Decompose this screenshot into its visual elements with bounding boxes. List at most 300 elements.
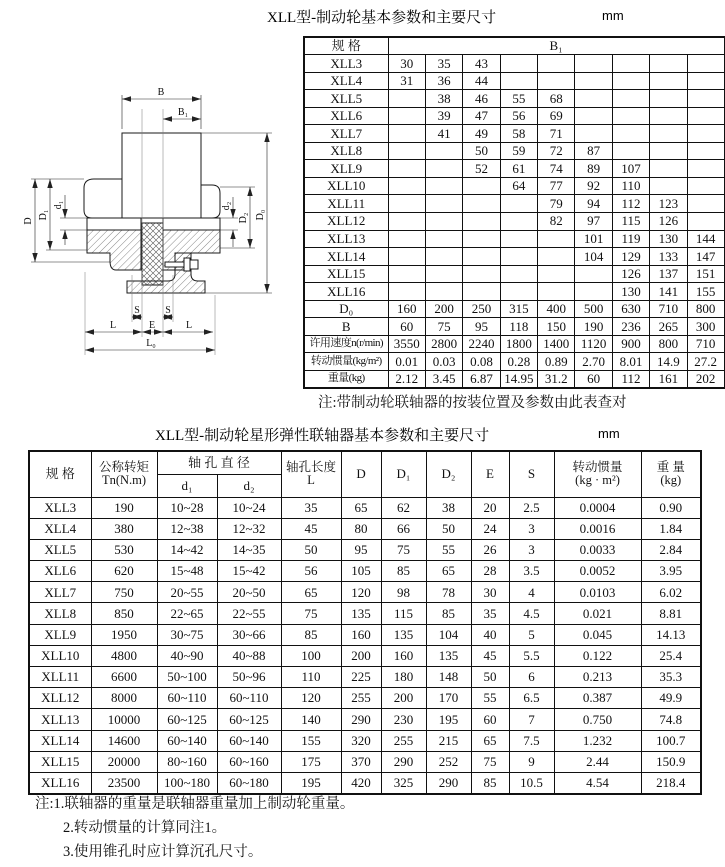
value-cell: 12~38 bbox=[157, 518, 217, 539]
b1-value-cell bbox=[538, 230, 575, 248]
param-value-cell: 0.01 bbox=[388, 353, 425, 371]
hdr-bore-length-line1: 轴孔长度 bbox=[286, 460, 337, 475]
value-cell: 35 bbox=[471, 603, 509, 624]
value-cell: 35.3 bbox=[641, 667, 701, 688]
value-cell: 75 bbox=[381, 539, 426, 560]
hdr-D2: D₂ bbox=[426, 451, 471, 497]
value-cell: 120 bbox=[341, 582, 381, 603]
b1-value-cell: 61 bbox=[500, 160, 537, 178]
param-value-cell: 3.45 bbox=[425, 370, 462, 388]
param-value-cell: 900 bbox=[612, 335, 649, 353]
b1-value-cell bbox=[500, 265, 537, 283]
brake-b1-header: B₁ bbox=[388, 37, 725, 55]
b1-value-cell: 43 bbox=[463, 55, 500, 73]
note-line-2: 2.转动惯量的计算同注1。 bbox=[63, 820, 227, 836]
value-cell: 98 bbox=[381, 582, 426, 603]
b1-value-cell bbox=[463, 212, 500, 230]
value-cell: 175 bbox=[281, 751, 341, 772]
spec-cell: XLL6 bbox=[29, 561, 91, 582]
spec-cell: XLL5 bbox=[304, 90, 388, 108]
hdr-spec: 规 格 bbox=[29, 451, 91, 497]
param-value-cell: 1120 bbox=[575, 335, 612, 353]
b1-value-cell: 36 bbox=[425, 72, 462, 90]
b1-value-cell: 147 bbox=[687, 248, 724, 266]
param-value-cell: 2.70 bbox=[575, 353, 612, 371]
param-label-cell: D₀ bbox=[304, 300, 388, 318]
b1-value-cell bbox=[612, 55, 649, 73]
value-cell: 55 bbox=[426, 539, 471, 560]
value-cell: 135 bbox=[381, 624, 426, 645]
spec-cell: XLL4 bbox=[304, 72, 388, 90]
b1-value-cell bbox=[388, 90, 425, 108]
value-cell: 75 bbox=[281, 603, 341, 624]
b1-value-cell: 133 bbox=[650, 248, 687, 266]
b1-value-cell: 55 bbox=[500, 90, 537, 108]
value-cell: 78 bbox=[426, 582, 471, 603]
b1-value-cell bbox=[687, 125, 724, 143]
table-row bbox=[304, 125, 725, 143]
hdr-torque bbox=[91, 451, 157, 497]
value-cell: 150.9 bbox=[641, 751, 701, 772]
bolt-nut bbox=[190, 260, 198, 269]
value-cell: 0.021 bbox=[554, 603, 641, 624]
value-cell: 60~160 bbox=[217, 751, 281, 772]
spec-cell: XLL6 bbox=[304, 107, 388, 125]
table-row bbox=[304, 318, 725, 336]
b1-value-cell bbox=[425, 212, 462, 230]
b1-value-cell bbox=[463, 283, 500, 301]
table-row bbox=[304, 160, 725, 178]
b1-value-cell bbox=[500, 230, 537, 248]
brake-spec-header: 规 格 bbox=[304, 37, 388, 55]
table-row bbox=[29, 688, 701, 709]
value-cell: 50~96 bbox=[217, 667, 281, 688]
b1-value-cell: 107 bbox=[612, 160, 649, 178]
value-cell: 100 bbox=[281, 645, 341, 666]
value-cell: 620 bbox=[91, 561, 157, 582]
b1-value-cell: 56 bbox=[500, 107, 537, 125]
dim-label-B1: B₁ bbox=[177, 107, 189, 118]
value-cell: 85 bbox=[281, 624, 341, 645]
b1-value-cell bbox=[388, 265, 425, 283]
b1-value-cell bbox=[687, 90, 724, 108]
param-value-cell: 31.2 bbox=[538, 370, 575, 388]
b1-value-cell bbox=[575, 90, 612, 108]
value-cell: 3.95 bbox=[641, 561, 701, 582]
param-value-cell: 190 bbox=[575, 318, 612, 336]
value-cell: 60~125 bbox=[217, 709, 281, 730]
b1-value-cell bbox=[612, 72, 649, 90]
note-line-3: 3.使用锥孔时应计算沉孔尺寸。 bbox=[63, 844, 263, 860]
value-cell: 252 bbox=[426, 751, 471, 772]
b1-value-cell bbox=[500, 55, 537, 73]
b1-value-cell: 77 bbox=[538, 177, 575, 195]
b1-value-cell bbox=[650, 142, 687, 160]
b1-value-cell: 155 bbox=[687, 283, 724, 301]
value-cell: 230 bbox=[381, 709, 426, 730]
value-cell: 0.045 bbox=[554, 624, 641, 645]
value-cell: 15~42 bbox=[217, 561, 281, 582]
bolt-head bbox=[184, 258, 190, 271]
b1-value-cell bbox=[687, 195, 724, 213]
b1-value-cell: 30 bbox=[388, 55, 425, 73]
param-value-cell: 200 bbox=[425, 300, 462, 318]
b1-value-cell: 47 bbox=[463, 107, 500, 125]
b1-value-cell: 92 bbox=[575, 177, 612, 195]
b1-value-cell bbox=[388, 107, 425, 125]
value-cell: 850 bbox=[91, 603, 157, 624]
coupling-table-title: XLL型-制动轮星形弹性联轴器基本参数和主要尺寸 bbox=[155, 428, 490, 444]
value-cell: 104 bbox=[426, 624, 471, 645]
value-cell: 49.9 bbox=[641, 688, 701, 709]
value-cell: 65 bbox=[281, 582, 341, 603]
spec-cell: XLL5 bbox=[29, 539, 91, 560]
value-cell: 66 bbox=[381, 518, 426, 539]
value-cell: 255 bbox=[381, 730, 426, 751]
b1-value-cell bbox=[650, 72, 687, 90]
table-row bbox=[304, 142, 725, 160]
value-cell: 40~88 bbox=[217, 645, 281, 666]
param-value-cell: 0.89 bbox=[538, 353, 575, 371]
b1-value-cell bbox=[463, 265, 500, 283]
b1-value-cell bbox=[575, 107, 612, 125]
value-cell: 120 bbox=[281, 688, 341, 709]
param-value-cell: 75 bbox=[425, 318, 462, 336]
value-cell: 195 bbox=[281, 772, 341, 793]
b1-value-cell bbox=[425, 283, 462, 301]
value-cell: 5 bbox=[509, 624, 554, 645]
table-row bbox=[304, 265, 725, 283]
value-cell: 40 bbox=[471, 624, 509, 645]
value-cell: 56 bbox=[281, 561, 341, 582]
value-cell: 1.232 bbox=[554, 730, 641, 751]
b1-value-cell bbox=[500, 248, 537, 266]
value-cell: 28 bbox=[471, 561, 509, 582]
b1-value-cell bbox=[650, 177, 687, 195]
value-cell: 4.54 bbox=[554, 772, 641, 793]
coupling-table-notes bbox=[35, 792, 354, 864]
b1-value-cell: 151 bbox=[687, 265, 724, 283]
brake-table-title: XLL型-制动轮基本参数和主要尺寸 bbox=[267, 10, 497, 26]
b1-value-cell: 137 bbox=[650, 265, 687, 283]
value-cell: 2.84 bbox=[641, 539, 701, 560]
value-cell: 24 bbox=[471, 518, 509, 539]
value-cell: 155 bbox=[281, 730, 341, 751]
param-value-cell: 2240 bbox=[463, 335, 500, 353]
spec-cell: XLL10 bbox=[304, 177, 388, 195]
value-cell: 218.4 bbox=[641, 772, 701, 793]
b1-value-cell: 46 bbox=[463, 90, 500, 108]
value-cell: 45 bbox=[281, 518, 341, 539]
value-cell: 60~125 bbox=[157, 709, 217, 730]
table-row bbox=[29, 730, 701, 751]
b1-value-cell: 58 bbox=[500, 125, 537, 143]
value-cell: 5.5 bbox=[509, 645, 554, 666]
value-cell: 80~160 bbox=[157, 751, 217, 772]
b1-value-cell bbox=[687, 142, 724, 160]
value-cell: 105 bbox=[341, 561, 381, 582]
hdr-bore-length-line2: L bbox=[307, 473, 315, 488]
param-value-cell: 800 bbox=[687, 300, 724, 318]
value-cell: 15~48 bbox=[157, 561, 217, 582]
hdr-inertia-line1: 转动惯量 bbox=[572, 460, 623, 475]
b1-value-cell bbox=[650, 160, 687, 178]
b1-value-cell: 89 bbox=[575, 160, 612, 178]
dim-label-D2: D₂ bbox=[238, 212, 249, 224]
b1-value-cell: 126 bbox=[612, 265, 649, 283]
hdr-S: S bbox=[509, 451, 554, 497]
value-cell: 135 bbox=[426, 645, 471, 666]
b1-value-cell bbox=[612, 125, 649, 143]
value-cell: 14~42 bbox=[157, 539, 217, 560]
value-cell: 195 bbox=[426, 709, 471, 730]
value-cell: 20 bbox=[471, 497, 509, 518]
hdr-bore-length bbox=[281, 451, 341, 497]
spec-cell: XLL7 bbox=[29, 582, 91, 603]
coupling-section-drawing bbox=[15, 75, 305, 405]
value-cell: 62 bbox=[381, 497, 426, 518]
hdr-torque-line1: 公称转矩 bbox=[98, 460, 149, 475]
value-cell: 26 bbox=[471, 539, 509, 560]
value-cell: 200 bbox=[341, 645, 381, 666]
b1-value-cell: 31 bbox=[388, 72, 425, 90]
spec-cell: XLL8 bbox=[304, 142, 388, 160]
value-cell: 0.0016 bbox=[554, 518, 641, 539]
param-value-cell: 710 bbox=[650, 300, 687, 318]
b1-value-cell: 130 bbox=[612, 283, 649, 301]
value-cell: 50 bbox=[426, 518, 471, 539]
value-cell: 170 bbox=[426, 688, 471, 709]
b1-value-cell: 52 bbox=[463, 160, 500, 178]
param-value-cell: 95 bbox=[463, 318, 500, 336]
b1-value-cell bbox=[463, 177, 500, 195]
b1-value-cell bbox=[650, 90, 687, 108]
dim-label-L-left: L bbox=[109, 320, 117, 331]
table-row bbox=[29, 518, 701, 539]
b1-value-cell: 74 bbox=[538, 160, 575, 178]
param-label-cell: 许用速度n(r/min) bbox=[304, 335, 388, 353]
param-label-cell: 重量(kg) bbox=[304, 370, 388, 388]
coupling-table bbox=[28, 450, 702, 795]
value-cell: 1.84 bbox=[641, 518, 701, 539]
table-row bbox=[29, 667, 701, 688]
param-value-cell: 8.01 bbox=[612, 353, 649, 371]
value-cell: 190 bbox=[91, 497, 157, 518]
dim-label-L0: L₀ bbox=[146, 338, 156, 349]
value-cell: 6 bbox=[509, 667, 554, 688]
bolt-shaft bbox=[165, 262, 184, 267]
table-row bbox=[29, 772, 701, 793]
value-cell: 750 bbox=[91, 582, 157, 603]
b1-value-cell bbox=[650, 125, 687, 143]
table-row bbox=[304, 212, 725, 230]
value-cell: 60~110 bbox=[217, 688, 281, 709]
spec-cell: XLL4 bbox=[29, 518, 91, 539]
value-cell: 148 bbox=[426, 667, 471, 688]
value-cell: 50 bbox=[281, 539, 341, 560]
value-cell: 225 bbox=[341, 667, 381, 688]
value-cell: 0.0004 bbox=[554, 497, 641, 518]
value-cell: 215 bbox=[426, 730, 471, 751]
value-cell: 65 bbox=[341, 497, 381, 518]
param-value-cell: 250 bbox=[463, 300, 500, 318]
brake-table-unit: mm bbox=[602, 8, 624, 23]
b1-value-cell: 68 bbox=[538, 90, 575, 108]
value-cell: 380 bbox=[91, 518, 157, 539]
value-cell: 22~65 bbox=[157, 603, 217, 624]
left-hub-upper bbox=[84, 179, 122, 218]
b1-value-cell: 94 bbox=[575, 195, 612, 213]
b1-value-cell bbox=[425, 177, 462, 195]
part-outlines bbox=[84, 133, 220, 293]
value-cell: 100~180 bbox=[157, 772, 217, 793]
value-cell: 7.5 bbox=[509, 730, 554, 751]
value-cell: 60~180 bbox=[217, 772, 281, 793]
spec-cell: XLL3 bbox=[304, 55, 388, 73]
param-value-cell: 1400 bbox=[538, 335, 575, 353]
value-cell: 65 bbox=[471, 730, 509, 751]
b1-value-cell: 82 bbox=[538, 212, 575, 230]
value-cell: 6600 bbox=[91, 667, 157, 688]
b1-value-cell bbox=[425, 160, 462, 178]
b1-value-cell: 50 bbox=[463, 142, 500, 160]
hdr-weight-line2: (kg) bbox=[660, 473, 682, 488]
spec-cell: XLL11 bbox=[29, 667, 91, 688]
value-cell: 370 bbox=[341, 751, 381, 772]
value-cell: 255 bbox=[341, 688, 381, 709]
b1-value-cell: 104 bbox=[575, 248, 612, 266]
table-row bbox=[304, 72, 725, 90]
left-bore-band bbox=[87, 218, 141, 230]
param-value-cell: 400 bbox=[538, 300, 575, 318]
value-cell: 320 bbox=[341, 730, 381, 751]
b1-value-cell bbox=[388, 177, 425, 195]
value-cell: 290 bbox=[426, 772, 471, 793]
table-row bbox=[29, 624, 701, 645]
b1-value-cell bbox=[538, 283, 575, 301]
b1-value-cell bbox=[575, 283, 612, 301]
value-cell: 160 bbox=[381, 645, 426, 666]
b1-value-cell bbox=[538, 55, 575, 73]
value-cell: 50~100 bbox=[157, 667, 217, 688]
param-value-cell: 500 bbox=[575, 300, 612, 318]
b1-value-cell bbox=[388, 212, 425, 230]
brake-table-body bbox=[304, 55, 725, 388]
value-cell: 0.213 bbox=[554, 667, 641, 688]
coupling-table-body bbox=[29, 497, 701, 794]
b1-value-cell: 130 bbox=[650, 230, 687, 248]
b1-value-cell bbox=[650, 107, 687, 125]
b1-value-cell bbox=[612, 107, 649, 125]
value-cell: 60~140 bbox=[217, 730, 281, 751]
b1-value-cell: 123 bbox=[650, 195, 687, 213]
b1-value-cell: 144 bbox=[687, 230, 724, 248]
b1-value-cell bbox=[388, 142, 425, 160]
value-cell: 9 bbox=[509, 751, 554, 772]
b1-value-cell bbox=[538, 72, 575, 90]
b1-value-cell: 71 bbox=[538, 125, 575, 143]
value-cell: 4.5 bbox=[509, 603, 554, 624]
value-cell: 4 bbox=[509, 582, 554, 603]
value-cell: 85 bbox=[471, 772, 509, 793]
hdr-E: E bbox=[471, 451, 509, 497]
param-value-cell: 14.9 bbox=[650, 353, 687, 371]
param-value-cell: 118 bbox=[500, 318, 537, 336]
dim-label-E: E bbox=[148, 320, 156, 331]
b1-value-cell bbox=[612, 90, 649, 108]
value-cell: 115 bbox=[381, 603, 426, 624]
value-cell: 8000 bbox=[91, 688, 157, 709]
b1-value-cell: 49 bbox=[463, 125, 500, 143]
value-cell: 20~55 bbox=[157, 582, 217, 603]
b1-value-cell bbox=[500, 195, 537, 213]
b1-value-cell bbox=[575, 72, 612, 90]
value-cell: 20~50 bbox=[217, 582, 281, 603]
b1-value-cell: 39 bbox=[425, 107, 462, 125]
hdr-bore-diameter: 轴 孔 直 径 bbox=[157, 451, 281, 474]
value-cell: 180 bbox=[381, 667, 426, 688]
brake-table-note: 注:带制动轮联轴器的按装位置及参数由此表查对 bbox=[318, 395, 627, 411]
b1-value-cell bbox=[650, 55, 687, 73]
hdr-torque-line2: Tn(N.m) bbox=[101, 473, 147, 488]
param-value-cell: 236 bbox=[612, 318, 649, 336]
brake-wheel-table bbox=[303, 36, 725, 389]
value-cell: 10.5 bbox=[509, 772, 554, 793]
value-cell: 95 bbox=[341, 539, 381, 560]
b1-value-cell bbox=[425, 230, 462, 248]
table-row bbox=[304, 177, 725, 195]
b1-value-cell bbox=[538, 248, 575, 266]
value-cell: 530 bbox=[91, 539, 157, 560]
b1-value-cell bbox=[463, 248, 500, 266]
b1-value-cell bbox=[388, 195, 425, 213]
b1-value-cell bbox=[687, 55, 724, 73]
value-cell: 55 bbox=[471, 688, 509, 709]
table-row bbox=[304, 90, 725, 108]
dim-label-S-left: S bbox=[134, 305, 140, 316]
b1-value-cell bbox=[500, 212, 537, 230]
value-cell: 38 bbox=[426, 497, 471, 518]
param-value-cell: 112 bbox=[612, 370, 649, 388]
b1-value-cell bbox=[463, 230, 500, 248]
param-value-cell: 161 bbox=[650, 370, 687, 388]
param-value-cell: 2.12 bbox=[388, 370, 425, 388]
param-value-cell: 265 bbox=[650, 318, 687, 336]
value-cell: 10000 bbox=[91, 709, 157, 730]
value-cell: 3 bbox=[509, 518, 554, 539]
b1-value-cell bbox=[388, 283, 425, 301]
table-row bbox=[29, 582, 701, 603]
value-cell: 0.0103 bbox=[554, 582, 641, 603]
value-cell: 45 bbox=[471, 645, 509, 666]
table-row bbox=[304, 335, 725, 353]
table-row bbox=[29, 645, 701, 666]
param-value-cell: 160 bbox=[388, 300, 425, 318]
value-cell: 6.5 bbox=[509, 688, 554, 709]
table-row bbox=[304, 195, 725, 213]
dim-label-D: D bbox=[23, 217, 34, 225]
param-label-cell: 转动惯量(kg/m²) bbox=[304, 353, 388, 371]
param-value-cell: 3550 bbox=[388, 335, 425, 353]
param-value-cell: 1800 bbox=[500, 335, 537, 353]
b1-value-cell: 87 bbox=[575, 142, 612, 160]
left-hub-hatched bbox=[87, 230, 141, 270]
spec-cell: XLL15 bbox=[304, 265, 388, 283]
b1-value-cell: 59 bbox=[500, 142, 537, 160]
b1-value-cell bbox=[500, 283, 537, 301]
table-row bbox=[304, 370, 725, 388]
spec-cell: XLL12 bbox=[29, 688, 91, 709]
